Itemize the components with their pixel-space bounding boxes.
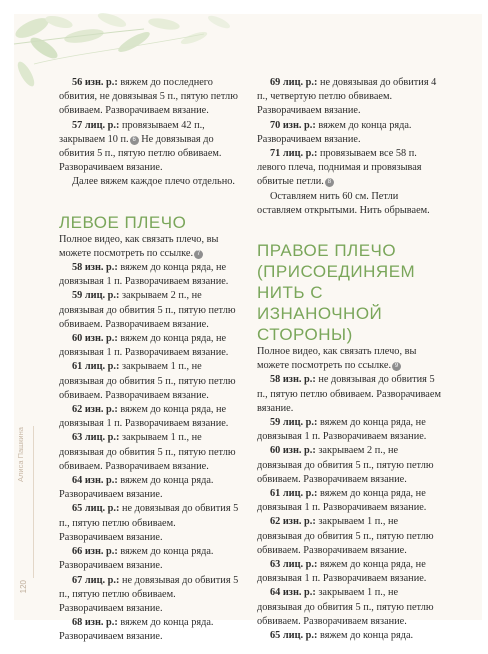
- row-label: 60 изн. р.:: [270, 445, 316, 457]
- row-label: 59 лиц. р.:: [270, 417, 318, 429]
- row-text: закрываем 1 п., не довязывая до обвития 5 п., пятую петлю обвиваем. Разворачиваем вязание.: [59, 432, 236, 472]
- row-text: вяжем до конца ряда. Разворачиваем вязание.: [59, 617, 214, 643]
- row-paragraph: [59, 431, 242, 474]
- row-text: вяжем до конца ряда. Разворачиваем вязание.: [59, 475, 214, 501]
- row-label: 69 лиц. р.:: [270, 77, 318, 88]
- row-text: Не довязывая до обвития 5 п., пятую петлю обвиваем. Разворачиваем вязание.: [59, 133, 222, 174]
- row-label: 68 изн. р.:: [72, 617, 118, 629]
- video-link-badge[interactable]: 8: [325, 178, 334, 187]
- row-text: вяжем до конца ряда, не довязывая 1 п. Разворачиваем вязание.: [59, 333, 229, 359]
- row-text: закрываем 1 п., не довязывая до обвития 5 п., пятую петлю обвиваем. Разворачиваем вязание.: [257, 587, 434, 627]
- row-text: не довязывая до обвития 4 п., четвертую петлю обвиваем. Разворачиваем вязание.: [257, 77, 437, 117]
- row-paragraph: [257, 586, 443, 629]
- row-text: не довязывая до обвития 5 п., пятую петлю обвиваем. Разворачиваем вязание.: [59, 574, 239, 614]
- row-paragraph: [59, 360, 242, 403]
- row-label: 57 лиц. р.:: [72, 119, 120, 131]
- row-paragraph: [59, 403, 242, 431]
- row-label: 62 изн. р.:: [72, 404, 118, 416]
- row-paragraph: [257, 629, 443, 643]
- row-label: 63 лиц. р.:: [72, 432, 120, 444]
- row-text: вяжем до конца ряда, не довязывая 1 п. Разворачиваем вязание.: [257, 488, 427, 514]
- row-label: 67 лиц. р.:: [72, 574, 120, 586]
- author-name: Алиса Пашкина: [16, 427, 25, 482]
- row-label: 70 изн. р.:: [270, 119, 316, 131]
- video-link-badge[interactable]: 9: [392, 362, 401, 371]
- row-paragraph: [59, 502, 242, 545]
- row-paragraph: [59, 119, 242, 176]
- row-label: 71 лиц. р.:: [270, 148, 318, 160]
- row-text: не довязывая до обвития 5 п., пятую петлю обвиваем. Разворачиваем вязание.: [59, 503, 239, 543]
- row-label: 66 изн. р.:: [72, 546, 118, 558]
- row-label: 61 лиц. р.:: [72, 361, 120, 373]
- row-text: вяжем до конца ряда.: [319, 630, 414, 642]
- note-paragraph: Далее вяжем каждое плечо отдельно.: [72, 176, 235, 188]
- row-paragraph: [257, 515, 443, 558]
- row-text: провязываем все 58 п. левого плеча, поднимая и провязывая обвитые петли.: [257, 148, 422, 188]
- right-column: [257, 76, 443, 643]
- row-label: 64 изн. р.:: [270, 587, 316, 599]
- row-text: не довязывая до обвития 5 п., пятую петлю обвиваем. Разворачиваем вязание.: [257, 374, 441, 414]
- row-label: 61 лиц. р.:: [270, 488, 318, 500]
- row-paragraph: [59, 545, 242, 573]
- row-text: вяжем до конца ряда, не довязывая 1 п. Разворачиваем вязание.: [257, 417, 427, 443]
- row-paragraph: [257, 416, 443, 444]
- section-heading-left-shoulder: ЛЕВОЕ ПЛЕЧО: [59, 212, 187, 232]
- row-label: 58 изн. р.:: [270, 374, 316, 386]
- row-paragraph: [59, 574, 242, 617]
- row-label: 58 изн. р.:: [72, 262, 118, 274]
- book-page: [14, 14, 482, 643]
- row-label: 62 изн. р.:: [270, 516, 316, 528]
- row-paragraph: [257, 76, 443, 119]
- row-paragraph: [59, 289, 242, 332]
- row-paragraph: [257, 487, 443, 515]
- section-heading-right-shoulder: ПРАВОЕ ПЛЕЧО (ПРИСОЕДИНЯЕМ НИТЬ С ИЗНАНОЧНОЙ СТОРОНЫ): [257, 241, 416, 345]
- video-text: Полное видео, как связать плечо, вы можете посмотреть по ссылке.: [59, 233, 219, 259]
- row-label: 63 лиц. р.:: [270, 559, 318, 571]
- left-column: [59, 76, 242, 645]
- row-paragraph: [59, 261, 242, 289]
- row-text: вяжем до конца ряда. Разворачиваем вязание.: [257, 119, 412, 145]
- row-text: вяжем до последнего обвития, не довязывая 5 п., пятую петлю обвиваем. Разворачиваем вязание.: [59, 77, 238, 117]
- video-paragraph: [257, 345, 443, 373]
- row-label: 64 изн. р.:: [72, 475, 118, 487]
- row-text: вяжем до конца ряда, не довязывая 1 п. Разворачиваем вязание.: [59, 262, 229, 288]
- row-text: закрываем 1 п., не довязывая до обвития 5 п., пятую петлю обвиваем. Разворачиваем вязание.: [59, 361, 236, 401]
- row-text: закрываем 2 п., не довязывая до обвития 5 п., пятую петлю обвиваем. Разворачиваем вязание.: [257, 445, 434, 485]
- video-text: Полное видео, как связать плечо, вы можете посмотреть по ссылке.: [257, 346, 417, 372]
- row-text: закрываем 1 п., не довязывая до обвития 5 п., пятую петлю обвиваем. Разворачиваем вязание.: [257, 516, 434, 556]
- row-paragraph: [59, 474, 242, 502]
- row-label: 56 изн. р.:: [72, 77, 118, 88]
- row-paragraph: [59, 332, 242, 360]
- row-label: 60 изн. р.:: [72, 333, 118, 345]
- row-text: вяжем до конца ряда, не довязывая 1 п. Разворачиваем вязание.: [59, 404, 229, 430]
- video-link-badge[interactable]: 7: [194, 250, 203, 259]
- row-text: вяжем до конца ряда. Разворачиваем вязание.: [59, 546, 214, 572]
- row-text: провязываем 42 п., закрываем 10 п.: [59, 119, 205, 145]
- row-paragraph: [257, 558, 443, 586]
- row-paragraph: [257, 147, 443, 190]
- page-number: 120: [19, 580, 28, 594]
- row-text: вяжем до конца ряда, не довязывая 1 п. Разворачиваем вязание.: [257, 559, 427, 585]
- video-paragraph: [59, 233, 242, 261]
- row-label: 65 лиц. р.:: [270, 630, 318, 642]
- row-label: 59 лиц. р.:: [72, 290, 120, 302]
- row-paragraph: [257, 119, 443, 147]
- note-paragraph: Оставляем нить 60 см. Петли оставляем открытыми. Нить обрываем.: [257, 190, 430, 216]
- row-label: 65 лиц. р.:: [72, 503, 120, 515]
- row-text: закрываем 2 п., не довязывая до обвития 5 п., пятую петлю обвиваем. Разворачиваем вязание.: [59, 290, 236, 330]
- row-paragraph: [257, 373, 443, 416]
- video-link-badge[interactable]: 6: [130, 136, 139, 145]
- row-paragraph: [59, 616, 242, 644]
- row-paragraph: [257, 444, 443, 487]
- row-paragraph: [59, 76, 242, 119]
